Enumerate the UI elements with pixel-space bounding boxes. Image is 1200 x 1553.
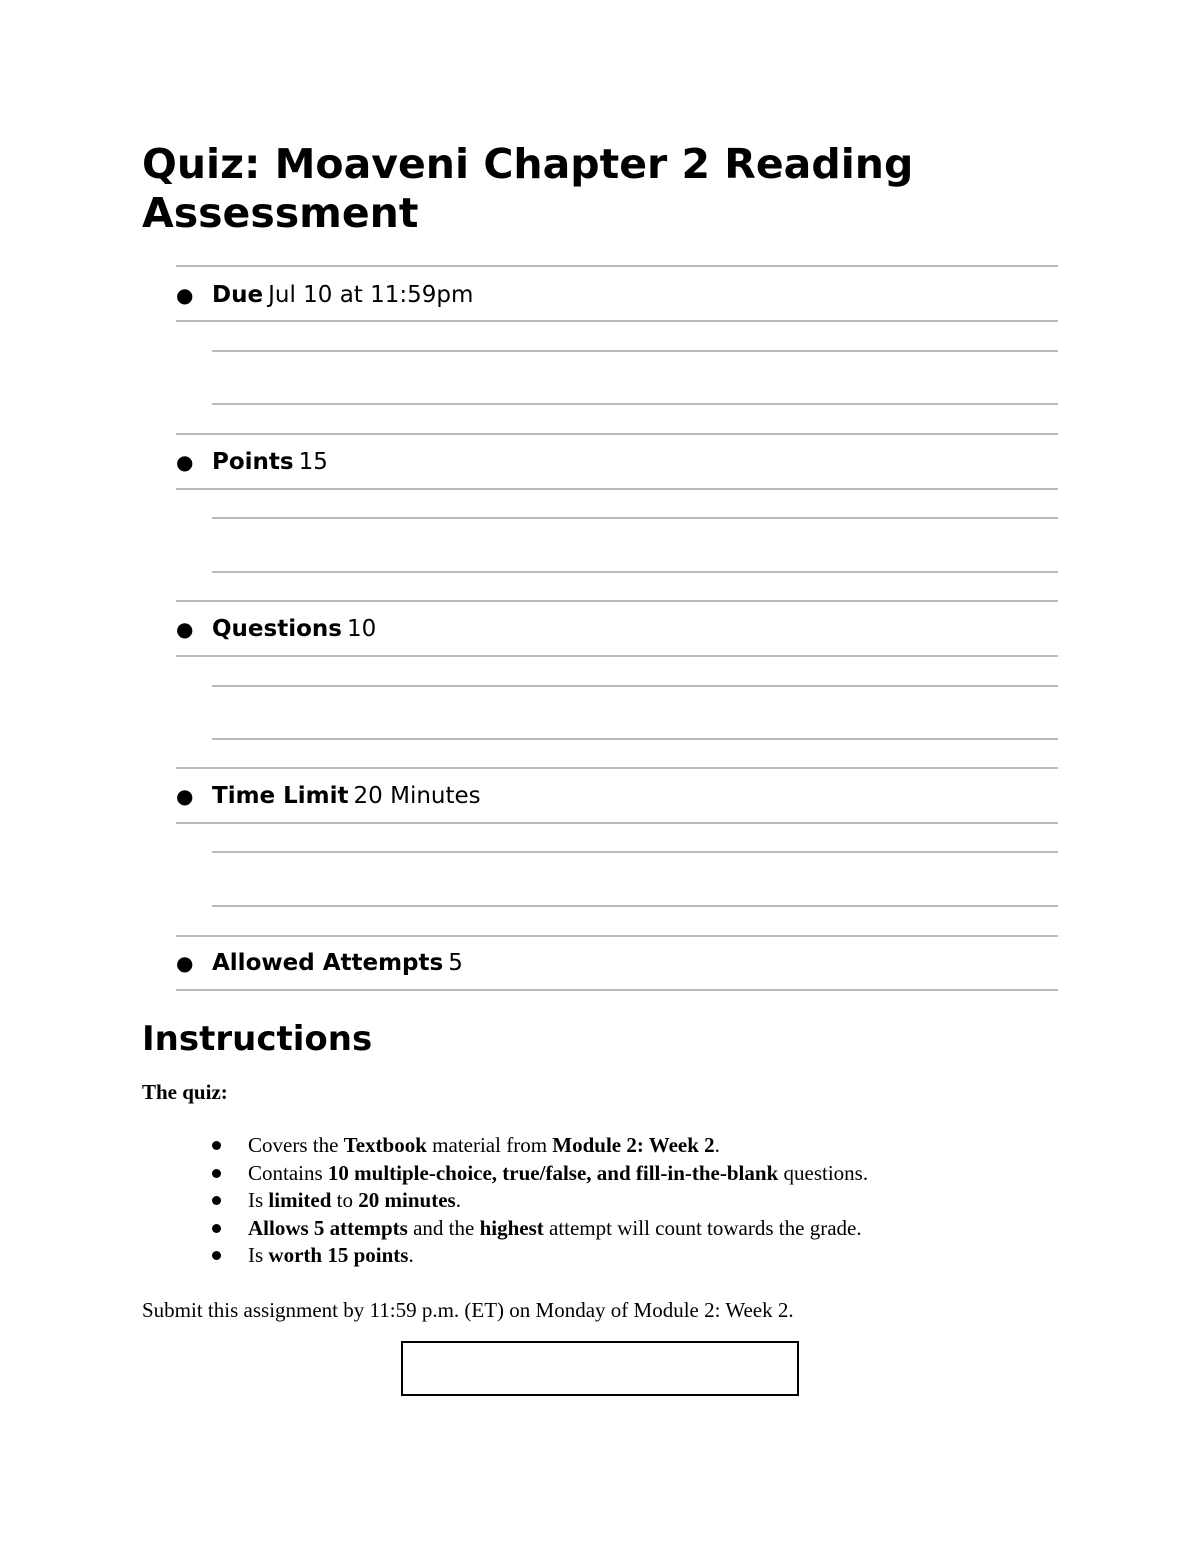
bold-text: 10 multiple-choice, true/false, and fill-in-the-blank: [327, 1160, 779, 1185]
page-title: Quiz: Moaveni Chapter 2 Reading Assessment: [142, 140, 914, 237]
divider: [176, 822, 1058, 824]
list-item: [212, 1132, 868, 1160]
divider: [212, 403, 1058, 405]
detail-questions: [176, 614, 1058, 644]
detail-label: Questions 10: [212, 616, 377, 642]
list-item: [212, 1215, 868, 1243]
divider: [212, 851, 1058, 853]
text-run: Is: [248, 1243, 269, 1267]
bullet-icon: [212, 1251, 221, 1260]
detail-value: 10: [346, 616, 377, 642]
divider: [212, 350, 1058, 352]
detail-label: Due Jul 10 at 11:59pm: [212, 282, 474, 308]
divider: [176, 767, 1058, 769]
detail-due: [176, 280, 1058, 310]
divider: [212, 517, 1058, 519]
bold-text: highest: [479, 1215, 544, 1240]
divider: [176, 935, 1058, 937]
text-run: and the: [407, 1215, 480, 1240]
divider: [176, 320, 1058, 322]
bold-text: Allows 5 attempts: [248, 1215, 408, 1240]
divider: [176, 600, 1058, 602]
text-run: questions.: [778, 1160, 869, 1185]
bold-text: Textbook: [343, 1133, 427, 1157]
divider: [212, 905, 1058, 907]
text-run: attempt will count towards the grade.: [543, 1215, 862, 1240]
text-run: Contains: [248, 1160, 328, 1185]
instructions-heading: Instructions: [142, 1019, 373, 1059]
bullet-icon: [212, 1224, 221, 1233]
list-item: [212, 1160, 868, 1188]
divider: [176, 655, 1058, 657]
detail-label: Time Limit 20 Minutes: [212, 783, 481, 809]
text-run: Covers the: [248, 1133, 344, 1157]
detail-value: Jul 10 at 11:59pm: [268, 282, 474, 308]
detail-value: 5: [448, 950, 463, 976]
detail-time-limit: [176, 781, 1058, 811]
detail-label: Points 15: [212, 449, 328, 475]
empty-box: [401, 1341, 799, 1396]
divider: [176, 265, 1058, 267]
bullet-icon: [212, 1141, 221, 1150]
divider: [176, 488, 1058, 490]
instructions-intro: The quiz:: [142, 1080, 228, 1104]
divider: [212, 571, 1058, 573]
text-run: Is: [248, 1188, 269, 1212]
bold-text: limited: [268, 1188, 332, 1212]
list-item: [212, 1242, 868, 1270]
text-run: material from: [426, 1133, 553, 1157]
detail-points: [176, 447, 1058, 477]
text-run: .: [714, 1133, 720, 1157]
bold-text: worth 15 points: [268, 1243, 409, 1267]
list-item: [212, 1187, 868, 1215]
bold-text: 20 minutes: [358, 1188, 456, 1212]
divider: [212, 685, 1058, 687]
detail-label: Allowed Attempts 5: [212, 950, 463, 976]
text-run: to: [331, 1188, 359, 1212]
bullet-icon: [212, 1169, 221, 1178]
bullet-icon: ●: [176, 283, 194, 307]
detail-allowed-attempts: [176, 948, 1058, 978]
text-run: .: [455, 1188, 461, 1212]
bold-text: Module 2: Week 2: [552, 1133, 715, 1157]
divider: [176, 989, 1058, 991]
bullet-icon: ●: [176, 450, 194, 474]
bullet-icon: ●: [176, 617, 194, 641]
instructions-list: [212, 1132, 868, 1270]
submit-note: Submit this assignment by 11:59 p.m. (ET) on Monday of Module 2: Week 2.: [142, 1298, 794, 1322]
bullet-icon: ●: [176, 784, 194, 808]
bullet-icon: ●: [176, 951, 194, 975]
text-run: .: [408, 1243, 414, 1267]
divider: [176, 433, 1058, 435]
bullet-icon: [212, 1196, 221, 1205]
detail-value: 15: [298, 449, 328, 475]
divider: [212, 738, 1058, 740]
detail-value: 20 Minutes: [353, 783, 481, 809]
